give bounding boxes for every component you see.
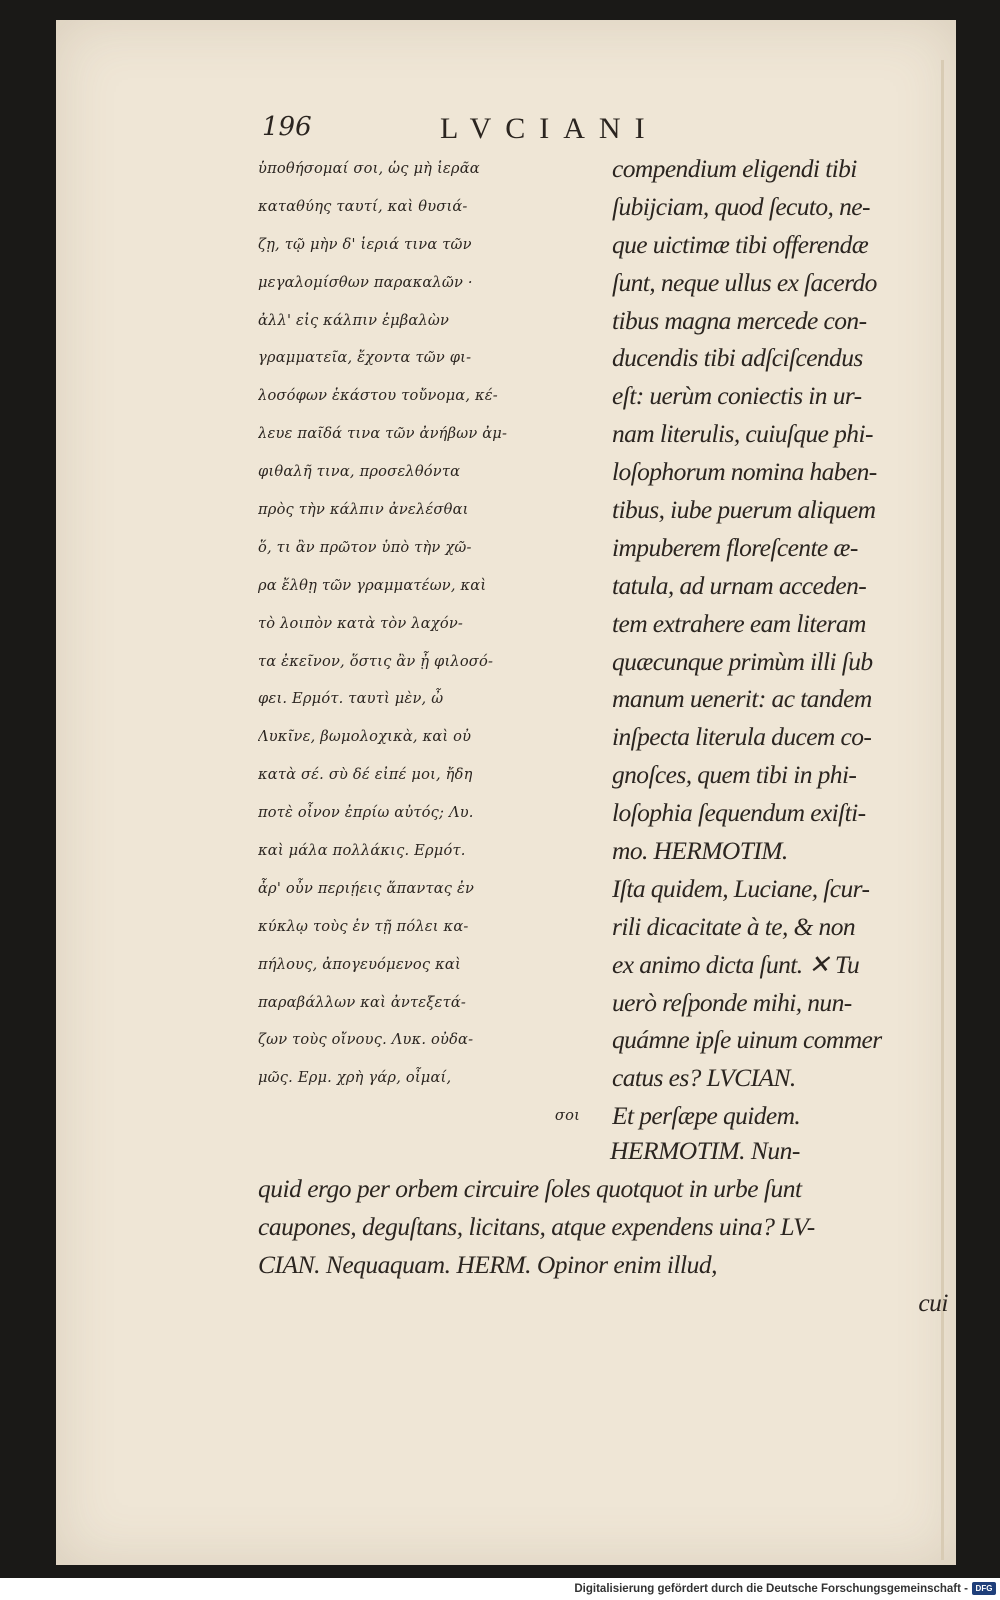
greek-line: καταθύης ταυτί, καὶ θυσιά- [258,197,468,215]
greek-line: πρὸς τὴν κάλπιν ἀνελέσθαι [258,501,469,519]
latin-line: manum uenerit: ac tandem [612,684,872,714]
greek-line: κύκλῳ τοὺς ἐν τῇ πόλει κα- [258,917,469,935]
full-width-line: quid ergo per orbem circuire ſoles quotquot in urbe ſunt [258,1174,802,1203]
latin-line: que uictimæ tibi offerendæ [612,229,869,259]
footer-credit: Digitalisierung gefördert durch die Deutsche Forschungsgemeinschaft - [574,1583,968,1595]
greek-line: παραβάλλων καὶ ἀντεξετά- [258,993,467,1011]
latin-line: eſt: uerùm coniectis in ur- [612,381,862,411]
latin-text-column [612,150,942,1135]
greek-line: πήλους, ἀπογευόμενος καὶ [258,955,461,973]
full-width-line: caupones, deguſtans, licitans, atque expendens uina? LV- [258,1212,815,1241]
greek-line: Λυκῖνε, βωμολοχικὰ, καὶ οὐ [258,728,472,746]
latin-line: ducendis tibi adſciſcendus [612,343,863,373]
greek-line: ἆρ' οὖν περιῄεις ἅπαντας ἐν [258,879,475,897]
greek-line: ζων τοὺς οἴνους. Λυκ. οὐδα- [258,1031,474,1049]
greek-line: μῶς. Ερμ. χρὴ γάρ, οἶμαί, [258,1069,452,1087]
greek-line: λοσόφων ἑκάστου τοὔνομα, κέ- [258,387,498,405]
greek-line: μεγαλομίσθων παρακαλῶν · [258,273,473,291]
greek-line: τα ἐκεῖνον, ὅστις ἂν ᾖ φιλοσό- [258,652,494,670]
greek-line: ὅ, τι ἂν πρῶτον ὑπὸ τὴν χῶ- [258,538,472,556]
greek-line: λευε παῖδά τινα τῶν ἀνήβων ἀμ- [258,425,508,443]
latin-line: catus es? LVCIAN. [612,1063,796,1093]
dfg-logo-icon [972,1582,996,1595]
full-width-text [258,1132,948,1322]
latin-line: nam literulis, cuiuſque phi- [612,419,873,449]
dfg-logo-text: DFG [975,1584,993,1593]
greek-line: ὑποθήσομαί σοι, ὡς μὴ ἱερᾶα [258,160,480,177]
full-width-line: CIAN. Nequaquam. HERM. Opinor enim illud, [258,1250,718,1279]
latin-line: gnoſces, quem tibi in phi- [612,760,857,790]
greek-line: ρα ἔλθῃ τῶν γραμματέων, καὶ [258,576,487,594]
greek-text-column [258,150,580,1135]
latin-line: Et perſæpe quidem. [612,1101,801,1131]
latin-line: ex animo dicta ſunt. ✕ Tu [612,949,860,979]
greek-line: τὸ λοιπὸν κατὰ τὸν λαχόν- [258,614,464,632]
latin-line: loſophorum nomina haben- [612,457,877,487]
digitization-footer [0,1580,1000,1600]
latin-line: Iſta quidem, Luciane, ſcur- [612,873,870,903]
catchword: cui [918,1288,948,1317]
greek-line: καὶ μάλα πολλάκις. Ερμότ. [258,842,466,860]
greek-line: φιθαλῆ τινα, προσελθόντα [258,463,461,481]
greek-line: γραμματεῖα, ἔχοντα τῶν φι- [258,349,472,367]
latin-line: mo. HERMOTIM. [612,836,788,866]
latin-line: tatula, ad urnam acceden- [612,570,867,600]
full-width-line: HERMOTIM. Nun- [610,1136,800,1165]
greek-catchword: σοι [554,1107,580,1125]
latin-line: compendium eligendi tibi [612,154,857,183]
greek-line: κατὰ σέ. σὺ δέ εἰπέ μοι, ἤδη [258,766,473,784]
latin-line: quæcunque primùm illi ſub [612,646,873,676]
latin-line: ſunt, neque ullus ex ſacerdo [612,267,877,297]
latin-line: impuberem floreſcente æ- [612,532,858,562]
latin-line: quámne ipſe uinum commer [612,1025,882,1055]
latin-line: ſubijciam, quod ſecuto, ne- [612,191,870,221]
latin-line: tibus magna mercede con- [612,305,867,335]
latin-line: rili dicacitate à te, & non [612,911,856,941]
greek-line: φει. Ερμότ. ταυτὶ μὲν, ὦ [258,690,444,708]
running-title: LVCIANI [440,112,659,145]
running-head [262,112,742,148]
greek-line: ἀλλ' εἰς κάλπιν ἐμβαλὼν [258,311,450,329]
latin-line: tibus, iube puerum aliquem [612,495,876,525]
greek-line: ζῃ, τῷ μὴν δ' ἱεριά τινα τῶν [258,235,472,253]
latin-line: inſpecta literula ducem co- [612,722,872,752]
greek-line: ποτὲ οἶνον ἐπρίω αὐτός; Λυ. [258,804,474,822]
latin-line: loſophia ſequendum exiſti- [612,798,866,828]
latin-line: tem extrahere eam literam [612,608,866,638]
latin-line: uerò reſponde mihi, nun- [612,987,852,1017]
page-number: 196 [262,112,312,142]
